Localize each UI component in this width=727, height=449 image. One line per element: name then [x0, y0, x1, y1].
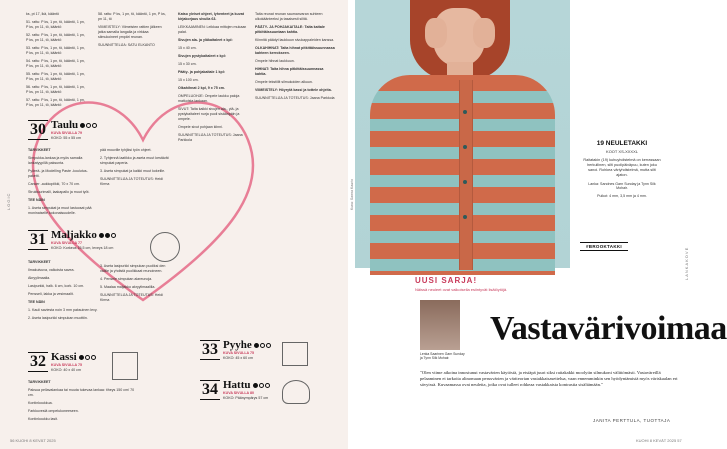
author-portrait [420, 300, 460, 350]
sidebar-sizes: KOOT XS-XXXXL [606, 149, 638, 154]
instruction: 4. Pensele simpukan alareunoja. [100, 277, 153, 281]
text-line: 15 x 30 cm. [178, 62, 197, 66]
text-line: 15 x 40 cm. [178, 46, 197, 50]
designer-credit: SUUNNITTELIJA JA TOTEUTUS: Jaana Parkkola [255, 96, 335, 100]
text-line: 15 x 100 cm. [178, 78, 199, 82]
list-item: Simpukka-lankaa ja myös samalla lankatyypillä paksunta. [28, 156, 83, 165]
bag-sketch-icon [112, 352, 138, 380]
difficulty-icon [99, 230, 117, 241]
instruction: 2. Aseta lasipurkki simpukan muottiin. [28, 316, 88, 320]
hashtag-label: #BROOKTAKKI [580, 242, 628, 251]
instruction: 1. Kauli saviesta noin 3 mm paksuinen levy. [28, 308, 98, 312]
instruction: pää mouville tyhjiksi työn ohjeet. [100, 148, 152, 152]
text-line: Kiinnitä päädyt laukkuun sivukappaleiden kanssa. [255, 38, 335, 42]
pattern-31-body-right [100, 264, 172, 344]
text-line: 51. rattu: P ks, 1 pn, tö, kääntö, 1 pn, P ks, pn 11, tö, kääntö [26, 20, 85, 29]
list-item: Ilmakuivuva, valkoista savea. [28, 268, 75, 272]
page-reference: KUVA SIVULLA 75 [51, 363, 83, 367]
text-line: 55. rattu: P ks, 1 pn, tö, kääntö, 1 pn, P ks, pn 11, tö, kääntö [26, 72, 85, 81]
size-info: KOKO: 40 x 40 cm [51, 367, 81, 372]
list-item: Cancer -aukkopiikki, 70 x 70 cm. [28, 182, 80, 186]
text-line: LEIKKAAMINEN: Leikkaa mittojen mukaan palat. [178, 25, 247, 34]
text-line: Ompele sivut pohjaan kiinni. [178, 125, 223, 129]
new-series-heading: UUSI SARJA! [415, 276, 478, 285]
difficulty-icon [80, 120, 98, 131]
photo-credit: Kuva: Sanna Kaurio [350, 178, 354, 210]
pattern-31-header [28, 230, 117, 250]
page-reference: KUVA SIVULLA 79 [51, 131, 83, 135]
pattern-number: 34 [202, 381, 218, 398]
section-label: TARVIKKEET [28, 380, 51, 384]
text-line: Sivujen ala- ja yläkaitaleet x kpl: [178, 38, 233, 42]
pattern-name: Pyyhe [223, 340, 272, 351]
size-info: KOKO: Korkeus 15,5 cm, leveys 18 cm [51, 245, 114, 250]
right-page-footer: KUOHI 8 KEVÄT 2025 57 [636, 438, 682, 443]
towel-sketch-icon [282, 342, 308, 366]
pattern-column-2 [98, 12, 168, 112]
pattern-32-header [28, 352, 97, 372]
designer-credit: SUUNNITTELIJA JA TOTEUTUS: Heidi Kirma [100, 293, 163, 302]
list-item: Paksua pellavalankaa tai muuta tukevaa lankaa: tiheys 150 cm/ 70 cm. [28, 388, 135, 397]
pattern-name: Maljakko [51, 230, 117, 241]
pattern-number: 31 [30, 231, 46, 248]
hat-sketch-icon [282, 380, 310, 404]
vase-sketch-icon [150, 232, 180, 262]
pattern-30-header [28, 120, 98, 140]
designer-credit: SUUNNITTELIJA: SATU ELKANTO [98, 43, 155, 47]
right-side-label: LANKAKOVE [684, 246, 689, 280]
text-line: PÄÄTY- JA POHJAKAITALE: Taita kaitale pitkittäissuuntaan kahtia. [255, 25, 325, 34]
text-line: 52. rattu: P ks, 1 pn, tö, kääntö, 1 pn, P ks, pn 11, tö, kääntö [26, 33, 85, 42]
cardigan-button [463, 110, 467, 114]
model-photo [355, 0, 570, 268]
size-info: KOKO: Päänympärys 57 cm [223, 395, 269, 400]
text-line: Katso yleiset ohjeet, lyhenteet ja kuvat kirjakorjaus sivulla 63. [178, 12, 244, 21]
pattern-30-body-right [100, 148, 172, 218]
section-label: TEE NÄIN [28, 300, 45, 304]
text-line: OMPELUOHJE: Ompele laukku paloja matkoista lankaan. [178, 94, 240, 103]
cardigan-placket [459, 80, 473, 270]
instruction: 2. Tyhjennä laatikko ja aseta muut kestävät simpukat paperia. [100, 156, 169, 165]
pattern-name: Taulu [51, 120, 98, 131]
sidebar-text: Raitatakin (19) kuhuyhdistelmä on kerrassaan herkullinen, silti puolipäiväpuu, kuten joku sanoi. Rohkea väriyhdistelmä, mutta silti ajaton. [583, 158, 661, 177]
designer-credit: SUUNNITTELIJA JA TOTEUTUS: Jaana Parkkola [178, 133, 243, 142]
list-item: Struktuurimalli, laakapallo ja muut työt. [28, 190, 90, 194]
page-reference: KUVA SIVULLA 75 [223, 351, 255, 355]
pattern-31-body [28, 260, 98, 350]
pattern-number: 33 [202, 341, 218, 358]
text-line: Sivujen pystykaitaleet x kpl: [178, 54, 226, 58]
instruction: 1. Aseta simpukat ja muut lastuosat pää moninaiselle kokonaisuudelle. [28, 206, 92, 215]
article-lead: "Olen viime aikoina innostunut vastavärien käytöstä, ja etsiäpä juuri siksi raitakakki moolytin silmukoni välittömästi. Vastaväreillä pelaaminen ei tarkoita alinomaan perusvärien ja väriteorian vastakkaisasettelua, vaan ennemminkin sen hyödyntämistä myös väriskaalan eri sävyissä. Kuvaamassa ovat neuleita, jotka ovat tulleet rohkeaa vastakkaista kontrastia sisältämään." [420, 370, 678, 387]
sidebar-needles: Puikot: 4 mm, 3,5 mm ja 4 mm. [597, 194, 647, 198]
list-item: Lasipurkki, halk. 6 cm, kork. 10 cm. [28, 284, 85, 288]
pattern-column-3 [178, 12, 248, 342]
designer-credit: SUUNNITTELIJA JA TOTEUTUS: Heidi Kirma [100, 177, 163, 186]
right-hand-shape [473, 18, 495, 48]
page-reference: KUVA SIVULLA 77 [51, 241, 83, 245]
list-item: Farkkuvesiä ompelukoneeseen. [28, 409, 79, 413]
cardigan-button [463, 180, 467, 184]
size-info: KOKO: 45 x 60 cm [223, 355, 253, 360]
difficulty-icon [253, 380, 271, 391]
pattern-name: Kassi [51, 352, 97, 363]
sidebar-title: 19 NEULETAKKI [596, 140, 648, 147]
text-line: Ompele hihnat laukkuun. [255, 59, 295, 63]
text-line: Olkahihnat 2 kpl, 9 x 75 cm. [178, 86, 225, 90]
text-line: OLKAHIHNAT: Taita hihnat pitkittäissuunnassa kahteen kerrokseen. [255, 46, 335, 55]
text-line: 53. rattu: P ks, 1 pn, tö, kääntö, 1 pn, P ks, pn 11, tö, kääntö [26, 46, 85, 55]
list-item: Kontinkoukku lasit. [28, 417, 58, 421]
pattern-30-body [28, 148, 98, 238]
instruction: 5. Maalaa maljakko akryylimaalilla. [100, 285, 156, 289]
article-title: Vastavärivoimaa [490, 310, 727, 347]
text-line: 56. rattu: P ks, 1 pn, tö, kääntö, 1 pn, P ks, pn 11, tö, kääntö [26, 85, 85, 94]
new-series-subheading: Näissä neuleet ovat valkoisella esiintyvät lisälöytöjä. [415, 287, 508, 292]
portrait-caption: Lenka Saarinen Garn Sunday ja Tynn Silk Mohair. [420, 352, 465, 360]
text-line: VIIMEISTELY: Viimeisten rattien jälkeen jatka samalla langalla ja virkkaa silmukoineet ympäri reunan. [98, 25, 162, 39]
pattern-33-header [200, 340, 272, 360]
pattern-name: Hattu [223, 380, 271, 391]
instruction: 3. Aseta simpukat ja kaikki muut kokeille. [100, 169, 166, 173]
text-line: SIVUT: Taita kaikki sivujen ala-, ylä- ja pystykaitaleet nurja puoli sisäänpäin ja ompele. [178, 107, 240, 121]
difficulty-icon [254, 340, 272, 351]
text-line: Ompele tekstiilit silmukoiden alkuun. [255, 80, 313, 84]
text-line: HIHNAT: Taita hihna pitkittäissuunnassa kahtia. [255, 67, 324, 76]
text-line: Taita reunat reunan saumanvaran suhteen ulkokäänteeksi ja tasaisesti silitä. [255, 12, 323, 21]
list-item: Pyöreä- ja Modelling Paste -koulutus-paketti. [28, 169, 88, 178]
difficulty-icon [79, 352, 97, 363]
page-reference: KUVA SIVULLA 80 [223, 391, 255, 395]
left-page [0, 0, 348, 449]
size-info: KOKO: 55 x 55 cm [51, 135, 81, 140]
instruction: 3. Aseta lasipurkki simpukan puoliksi den välille ja yhdistä puolikkaat reunoineen. [100, 264, 166, 273]
left-side-label: LOGIC [6, 192, 11, 210]
cardigan-button [463, 145, 467, 149]
pattern-number: 30 [30, 121, 46, 138]
list-item: Kontinkoukkua. [28, 401, 53, 405]
text-line: ks, pt 17, lkä, kääntö [26, 12, 59, 16]
left-page-footer: 56 KUOHI 8 KEVÄT 2025 [10, 438, 56, 443]
pattern-32-body [28, 380, 138, 430]
sidebar-yarn: Lanka: Sandnes Garn Sunday ja Tynn Silk Mohair. [588, 182, 656, 190]
section-label: TARVIKKEET [28, 148, 51, 152]
text-line: VIIMEISTELY: Höyrytä kassi ja tottele ohjeita. [255, 88, 332, 92]
pattern-34-header [200, 380, 271, 400]
pattern-column-4 [255, 12, 335, 342]
section-label: TARVIKKEET [28, 260, 51, 264]
text-line: 54. rattu: P ks, 1 pn, tö, kääntö, 1 pn, P ks, pn 11, tö, kääntö [26, 59, 85, 68]
left-hand-shape [425, 18, 447, 48]
text-line: 58. rattu: P ks, 1 pn, tö, kääntö, 1 pn, P ks, pn 11, tö [98, 12, 166, 21]
section-label: TEE NÄIN [28, 198, 45, 202]
list-item: Akryylimaalia. [28, 276, 51, 280]
list-item: Pensseli, lakka ja vesimaalit. [28, 292, 74, 296]
pattern-number: 32 [30, 353, 46, 370]
text-line: Pääty- ja pohjakaitale 1 kpl: [178, 70, 225, 74]
article-author: JANITA PERTTULA, TUOTTAJA [593, 418, 671, 423]
text-line: 57. rattu: P ks, 1 pn, tö, kääntö, 1 pn, P ks, pn 11, tö, kääntö [26, 98, 85, 107]
cardigan-button [463, 215, 467, 219]
